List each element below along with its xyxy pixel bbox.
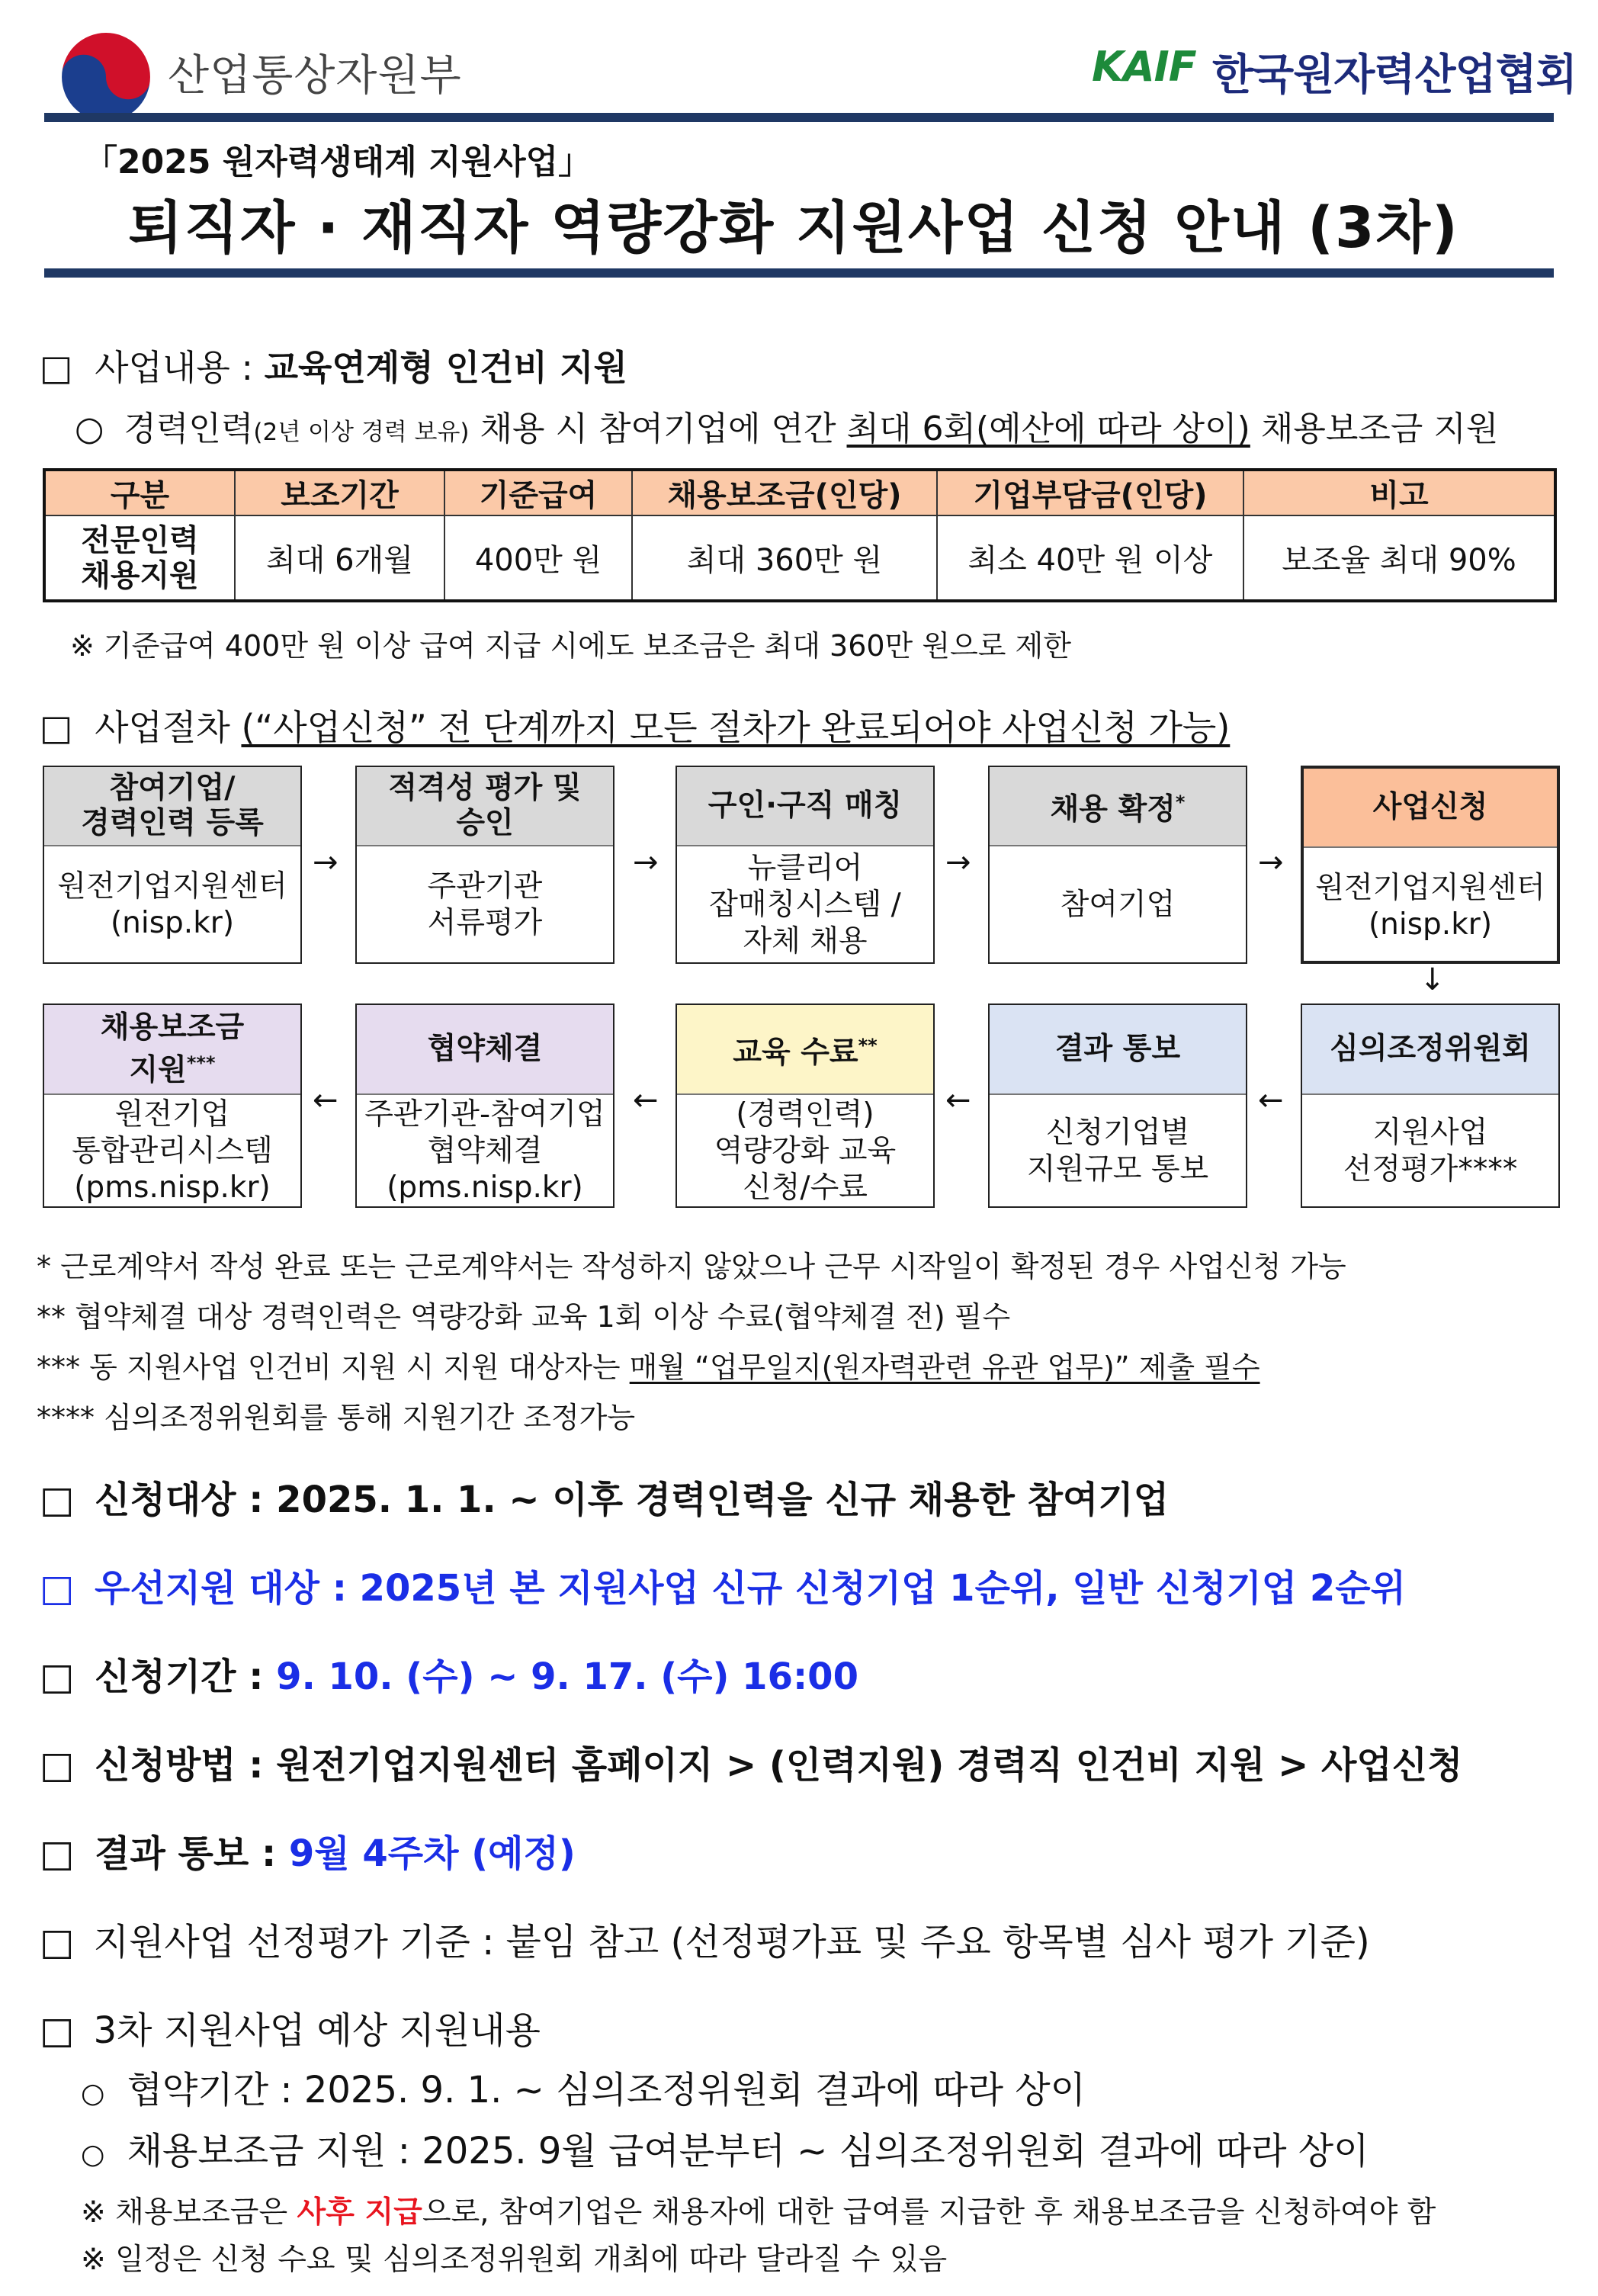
checkbox-icon: □	[40, 1655, 75, 1698]
priority-text: 우선지원 대상 : 2025년 본 지원사업 신규 신청기업 1순위, 일반 신청기업 2순위	[95, 1567, 1407, 1610]
flow-step-title-text: 결과 통보	[1054, 1032, 1181, 1066]
detail-text-a: 경력인력	[124, 409, 254, 448]
flow-step-body-line: 협약체결	[427, 1134, 543, 1168]
checkbox-icon: □	[40, 1832, 75, 1875]
table-header: 채용보조금(인당)	[632, 470, 937, 515]
flow-step-body	[44, 846, 300, 964]
note1-b: 사후 지급	[297, 2195, 422, 2230]
footnote-mark: ***	[186, 1052, 216, 1074]
flow-step-body-line: 신청/수료	[743, 1170, 868, 1205]
result-item	[40, 1824, 576, 1877]
flow-step-body-line: 원전기업지원센터	[57, 869, 287, 904]
flow-step-title	[990, 767, 1246, 846]
bullet-circle-icon: ○	[75, 409, 104, 448]
criteria-item	[40, 1912, 1370, 1965]
flow-step-title-line	[456, 806, 513, 841]
flow-step-title	[44, 767, 300, 846]
payment-note	[81, 2188, 1436, 2231]
flow-step-body-line: 잡매칭시스템 /	[709, 888, 901, 922]
arrow-left-icon: ←	[945, 1083, 971, 1118]
flow-step-body-line: 선정평가****	[1343, 1152, 1518, 1187]
table-header: 기업부담금(인당)	[937, 470, 1243, 515]
checkbox-icon: □	[40, 347, 73, 388]
flow-step-body	[357, 1095, 613, 1208]
target-item	[40, 1470, 1169, 1523]
flow-step-title-line	[733, 1028, 877, 1071]
flow-step-body-line: (nisp.kr)	[1368, 907, 1493, 942]
schedule-note: ※ 일정은 신청 수요 및 심의조정위원회 개최에 따라 달라질 수 있음	[81, 2243, 948, 2277]
flow-step-title-line	[1051, 785, 1186, 827]
criteria-text: 지원사업 선정평가 기준 : 붙임 참고 (선정평가표 및 주요 항목별 심사 평가 기준)	[93, 1921, 1370, 1964]
checkbox-icon: □	[40, 2009, 75, 2052]
detail-text-b: (2년 이상 경력 보유)	[253, 419, 470, 446]
flow-step-title-line	[388, 771, 581, 806]
flow-step-title-text: 채용 확정	[1050, 792, 1176, 827]
flow-step-title-line	[428, 1032, 543, 1067]
flow-step-title-text: 교육 수료	[733, 1036, 858, 1070]
flow-step-title	[677, 767, 933, 846]
row-label-line: 채용지원	[81, 557, 199, 593]
business-value: 교육연계형 인건비 지원	[264, 347, 627, 388]
expected-sub-2	[81, 2121, 1369, 2174]
flow-step-title-line	[1330, 1032, 1531, 1067]
ministry-name: 산업통상자원부	[168, 51, 462, 101]
flow-step-body-line: 주관기관	[427, 869, 543, 904]
result-value: 9월 4주차 (예정)	[288, 1832, 576, 1875]
flow-step-title-text: 승인	[456, 806, 514, 840]
flow-step	[988, 766, 1247, 964]
flow-step-title-text: 참여기업/	[109, 771, 236, 805]
flow-step-title	[677, 1005, 933, 1095]
footnote-3	[37, 1342, 1346, 1392]
expected-item	[40, 2001, 541, 2054]
note1-a: ※ 채용보조금은	[81, 2195, 297, 2230]
flow-step-title-text: 채용보조금	[100, 1010, 245, 1045]
flow-step-body-line: (nisp.kr)	[110, 906, 235, 940]
row-label-line: 전문인력	[81, 522, 199, 558]
footnote-mark: **	[858, 1035, 878, 1056]
detail-text-d: 최대 6회(예산에 따라 상이)	[846, 409, 1250, 448]
flow-step-title	[1304, 769, 1557, 848]
flow-step-title-text: 심의조정위원회	[1330, 1032, 1531, 1066]
flow-step-body-line: (pms.nisp.kr)	[387, 1170, 583, 1205]
flow-step-title-line	[129, 1045, 215, 1088]
page-title: 퇴직자 · 재직자 역량강화 지원사업 신청 안내 (3차)	[128, 195, 1459, 261]
flow-step-title-line	[1055, 1032, 1180, 1067]
target-text: 신청대상 : 2025. 1. 1. ~ 이후 경력인력을 신규 채용한 참여기업	[95, 1479, 1170, 1521]
row-label	[44, 515, 235, 601]
flow-step-title-line	[708, 788, 902, 824]
flow-step-body-line: 원전기업지원센터	[1315, 871, 1545, 905]
flow-step-body	[357, 846, 613, 964]
flow-step-title-line	[81, 806, 264, 841]
table-cell: 최소 40만 원 이상	[937, 515, 1243, 601]
table-row	[44, 515, 1555, 601]
checkbox-icon: □	[40, 1921, 75, 1964]
flow-step-body-line: 지원규모 통보	[1026, 1152, 1209, 1187]
flow-step-body-line: 통합관리시스템	[72, 1134, 273, 1168]
flow-step-body	[44, 1095, 300, 1208]
procedure-note: (“사업신청” 전 단계까지 모든 절차가 완료되어야 사업신청 가능)	[241, 707, 1231, 748]
procedure-label: 사업절차	[95, 707, 242, 748]
flow-step-body-line: 서류평가	[427, 906, 543, 940]
flow-step	[675, 766, 935, 964]
flow-step-body-line: 뉴클리어	[747, 851, 863, 885]
flow-step-title	[1302, 1005, 1558, 1095]
priority-item	[40, 1559, 1406, 1611]
table-cell: 보조율 최대 90%	[1243, 515, 1555, 601]
period-label: 신청기간 :	[95, 1655, 277, 1698]
footnote-4: **** 심의조정위원회를 통해 지원기간 조정가능	[37, 1401, 636, 1434]
flow-step-title-text: 구인·구직 매칭	[708, 788, 903, 823]
flow-step-body	[1302, 1095, 1558, 1208]
flow-step-title-text: 협약체결	[427, 1032, 543, 1066]
checkbox-icon: □	[40, 707, 73, 748]
expected-text: 3차 지원사업 예상 지원내용	[93, 2009, 541, 2052]
flow-step	[43, 766, 302, 964]
flow-step	[1301, 1003, 1560, 1208]
footnote-3-underlined: 매월 “업무일지(원자력관련 유관 업무)” 제출 필수	[629, 1350, 1260, 1384]
flow-step-body	[1304, 848, 1557, 965]
detail-text-e: 채용보조금 지원	[1250, 409, 1499, 448]
flow-step	[355, 1003, 614, 1208]
period-value: 9. 10. (수) ~ 9. 17. (수) 16:00	[276, 1655, 858, 1698]
kaif-logo: KAIF	[1092, 43, 1196, 91]
arrow-right-icon: →	[633, 845, 659, 880]
flow-step-body-line: 신청기업별	[1045, 1116, 1190, 1150]
flow-step-title-line	[110, 771, 236, 806]
subsidy-table	[43, 468, 1557, 602]
flow-step-body	[677, 846, 933, 964]
checkbox-icon: □	[40, 1567, 75, 1610]
arrow-down-icon: ↓	[1420, 962, 1446, 997]
flow-step-title	[44, 1005, 300, 1095]
flow-step-title	[357, 767, 613, 846]
table-cell: 최대 6개월	[235, 515, 444, 601]
flow-step-title-text: 사업신청	[1372, 790, 1488, 824]
business-section	[40, 340, 627, 390]
flow-step-title-text: 경력인력 등록	[81, 806, 264, 840]
flow-step	[355, 766, 614, 964]
flow-step-body-line: 원전기업	[114, 1097, 230, 1132]
flow-step-body-line: 주관기관-참여기업	[364, 1097, 605, 1132]
flow-step-title	[990, 1005, 1246, 1095]
method-text: 신청방법 : 원전기업지원센터 홈페이지 > (인력지원) 경력직 인건비 지원 > 사업신청	[95, 1744, 1463, 1787]
flow-step	[43, 1003, 302, 1208]
table-note: ※ 기준급여 400만 원 이상 급여 지급 시에도 보조금은 최대 360만 원으로 제한	[70, 629, 1071, 663]
arrow-right-icon: →	[1258, 845, 1284, 880]
arrow-left-icon: ←	[633, 1083, 659, 1118]
business-detail	[75, 401, 1498, 450]
detail-text-c: 채용 시 참여기업에 연간	[469, 409, 847, 448]
flow-step-title-line	[1373, 790, 1488, 825]
expected-sub-1	[81, 2060, 1086, 2113]
table-header: 기준급여	[444, 470, 632, 515]
table-cell: 최대 360만 원	[632, 515, 937, 601]
title-subtitle: 「2025 원자력생태계 지원사업」	[84, 143, 592, 181]
flow-step-body	[990, 846, 1246, 964]
flow-step-title-text: 적격성 평가 및	[388, 771, 582, 805]
arrow-left-icon: ←	[313, 1083, 339, 1118]
header-rule-top	[44, 113, 1554, 122]
table-header: 보조기간	[235, 470, 444, 515]
checkbox-icon: □	[40, 1744, 75, 1787]
bullet-circle-icon: ○	[81, 2078, 105, 2109]
flow-step-body-line: (경력인력)	[736, 1097, 874, 1132]
flow-step-body-line: 자체 채용	[743, 924, 868, 959]
method-item	[40, 1736, 1462, 1788]
footnote-3-text: *** 동 지원사업 인건비 지원 시 지원 대상자는	[37, 1350, 630, 1384]
arrow-right-icon: →	[313, 845, 339, 880]
checkbox-icon: □	[40, 1479, 75, 1521]
association-name: 한국원자력산업협회	[1212, 50, 1577, 100]
procedure-heading	[40, 700, 1230, 750]
flow-step-body-line: (pms.nisp.kr)	[74, 1170, 271, 1205]
flow-step-body-line: 역량강화 교육	[714, 1134, 897, 1168]
table-header: 비고	[1243, 470, 1555, 515]
flow-step-body-line: 참여기업	[1060, 888, 1176, 922]
flow-step-body	[990, 1095, 1246, 1208]
procedure-footnotes	[37, 1241, 1346, 1443]
footnote-1: * 근로계약서 작성 완료 또는 근로계약서는 작성하지 않았으나 근무 시작일이 확정된 경우 사업신청 가능	[37, 1250, 1346, 1283]
table-cell: 400만 원	[444, 515, 632, 601]
result-label: 결과 통보 :	[95, 1832, 289, 1875]
arrow-left-icon: ←	[1258, 1083, 1284, 1118]
flow-step-title-line	[101, 1010, 244, 1045]
header-rule-bottom	[44, 268, 1554, 278]
sub2-text: 채용보조금 지원 : 2025. 9월 급여분부터 ~ 심의조정위원회 결과에 따라 상이	[127, 2130, 1369, 2172]
arrow-right-icon: →	[945, 845, 971, 880]
ministry-emblem-icon	[59, 31, 152, 124]
flow-step-body-line: 지원사업	[1372, 1116, 1488, 1150]
bullet-circle-icon: ○	[81, 2139, 105, 2170]
table-header: 구분	[44, 470, 235, 515]
flow-step-title-text: 지원	[129, 1053, 187, 1087]
note1-c: 으로, 참여기업은 채용자에 대한 급여를 지급한 후 채용보조금을 신청하여야 함	[422, 2195, 1436, 2230]
flow-step-title	[357, 1005, 613, 1095]
flow-step	[675, 1003, 935, 1208]
flow-step-body	[677, 1095, 933, 1208]
sub1-text: 협약기간 : 2025. 9. 1. ~ 심의조정위원회 결과에 따라 상이	[127, 2069, 1086, 2111]
flow-step	[988, 1003, 1247, 1208]
period-item	[40, 1647, 858, 1700]
footnote-mark: *	[1175, 792, 1186, 813]
footnote-2: ** 협약체결 대상 경력인력은 역량강화 교육 1회 이상 수료(협약체결 전) 필수	[37, 1300, 1011, 1334]
flow-step	[1301, 766, 1560, 964]
business-label: 사업내용 :	[95, 347, 265, 388]
